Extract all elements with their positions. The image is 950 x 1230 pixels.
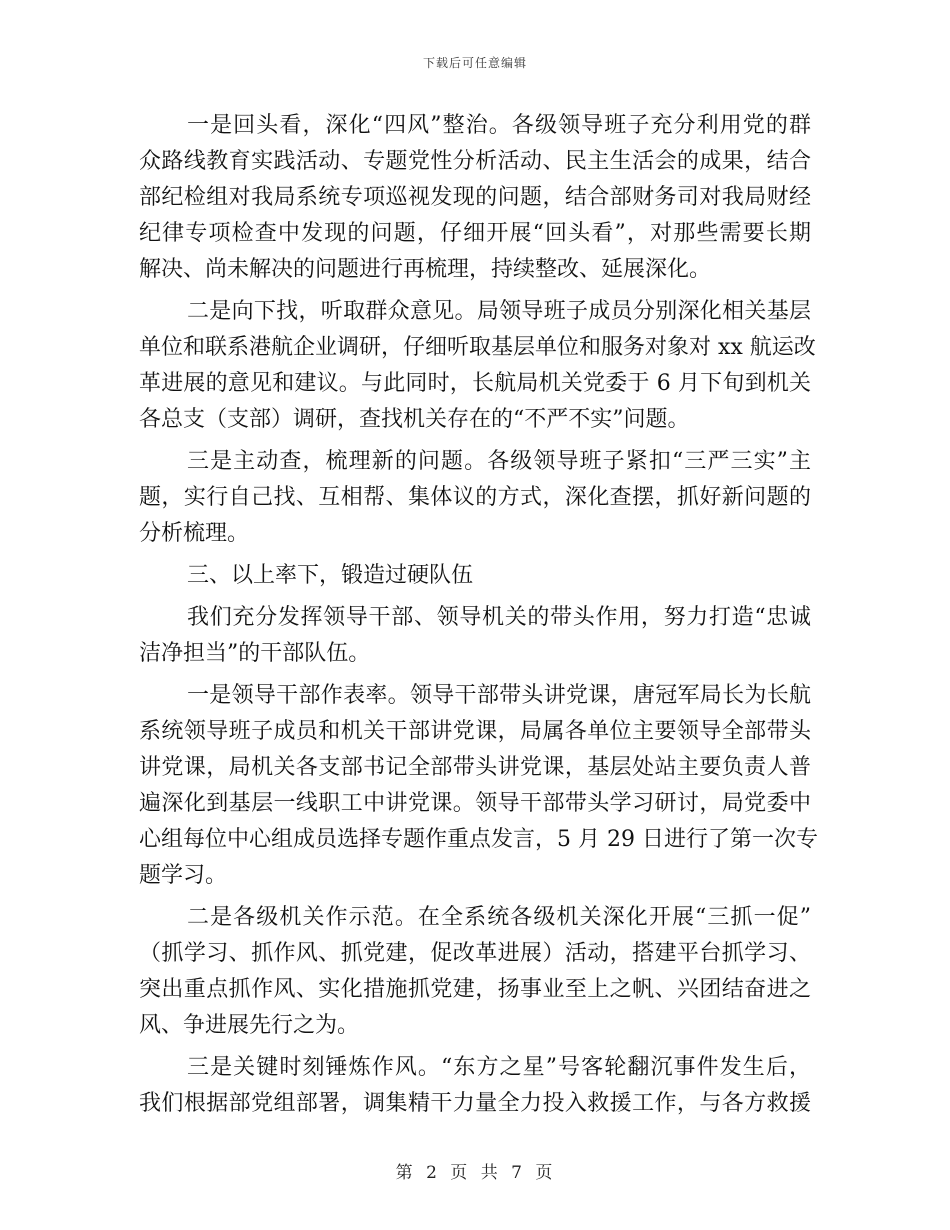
- paragraph: [139, 108, 811, 288]
- paragraph-line: 二是向下找，听取群众意见。局领导班子成员分别深化相关基层: [187, 299, 811, 324]
- paragraph-line: 解决、尚未解决的问题进行再梳理，持续整改、延展深化。: [139, 257, 712, 282]
- paragraph-line: 部纪检组对我局系统专项巡视发现的问题，结合部财务司对我局财经: [139, 185, 811, 210]
- paragraph-line: 各总支（支部）调研，查找机关存在的“不严不实”问题。: [139, 407, 690, 432]
- paragraph-line: （抓学习、抓作风、抓党建，促改革进展）活动，搭建平台抓学习、: [139, 941, 811, 966]
- document-body: [139, 108, 818, 1122]
- paragraph-line: 三是主动查，梳理新的问题。各级领导班子紧扣“三严三实”主: [187, 449, 811, 474]
- page-header-note: 下载后可任意编辑: [422, 56, 527, 70]
- paragraph-line: 风、争进展先行之为。: [139, 1013, 360, 1038]
- paragraph: [139, 294, 816, 438]
- paragraph-line: 众路线教育实践活动、专题党性分析活动、民主生活会的成果，结合: [139, 149, 811, 174]
- paragraph-line: 遍深化到基层一线职工中讲党课。领导干部带头学习研讨，局党委中: [139, 791, 811, 816]
- paragraph: [139, 600, 811, 672]
- paragraph-line: 系统领导班子成员和机关干部讲党课，局属各单位主要领导全部带头: [139, 719, 811, 744]
- page-number-footer: 第 2 页 共 7 页: [395, 1163, 555, 1183]
- paragraph-line: 讲党课，局机关各支部书记全部带头讲党课，基层处站主要负责人普: [139, 755, 811, 780]
- paragraph-line: 单位和联系港航企业调研，仔细听取基层单位和服务对象对 xx 航运改: [139, 335, 816, 360]
- paragraph: [139, 900, 811, 1044]
- paragraph-line: 我们充分发挥领导干部、领导机关的带头作用，努力打造“忠诚: [187, 605, 811, 630]
- paragraph-line: 革进展的意见和建议。与此同时，长航局机关党委于 6 月下旬到机关: [139, 371, 811, 396]
- paragraph-line: 洁净担当”的干部队伍。: [139, 641, 371, 666]
- section-heading-text: 三、以上率下，锻造过硬队伍: [187, 563, 474, 588]
- paragraph-line: 题学习。: [139, 863, 228, 888]
- paragraph: [139, 1050, 811, 1122]
- paragraph-line: 一是领导干部作表率。领导干部带头讲党课，唐冠军局长为长航: [187, 683, 811, 708]
- paragraph: [139, 678, 818, 894]
- paragraph-line: 突出重点抓作风、实化措施抓党建，扬事业至上之帆、兴团结奋进之: [139, 977, 811, 1002]
- paragraph-line: 分析梳理。: [139, 521, 250, 546]
- paragraph-line: 二是各级机关作示范。在全系统各级机关深化开展“三抓一促”: [187, 905, 811, 930]
- paragraph: [139, 444, 811, 552]
- paragraph-line: 三是关键时刻锤炼作风。“东方之星”号客轮翻沉事件发生后，: [187, 1055, 811, 1080]
- section-heading: [139, 558, 811, 594]
- paragraph-line: 纪律专项检查中发现的问题，仔细开展“回头看”，对那些需要长期: [139, 221, 811, 246]
- paragraph-line: 心组每位中心组成员选择专题作重点发言，5 月 29 日进行了第一次专: [139, 827, 818, 852]
- paragraph-line: 题，实行自己找、互相帮、集体议的方式，深化查摆，抓好新问题的: [139, 485, 811, 510]
- paragraph-line: 一是回头看，深化“四风”整治。各级领导班子充分利用党的群: [187, 113, 811, 138]
- paragraph-line: 我们根据部党组部署，调集精干力量全力投入救援工作，与各方救援: [139, 1091, 811, 1116]
